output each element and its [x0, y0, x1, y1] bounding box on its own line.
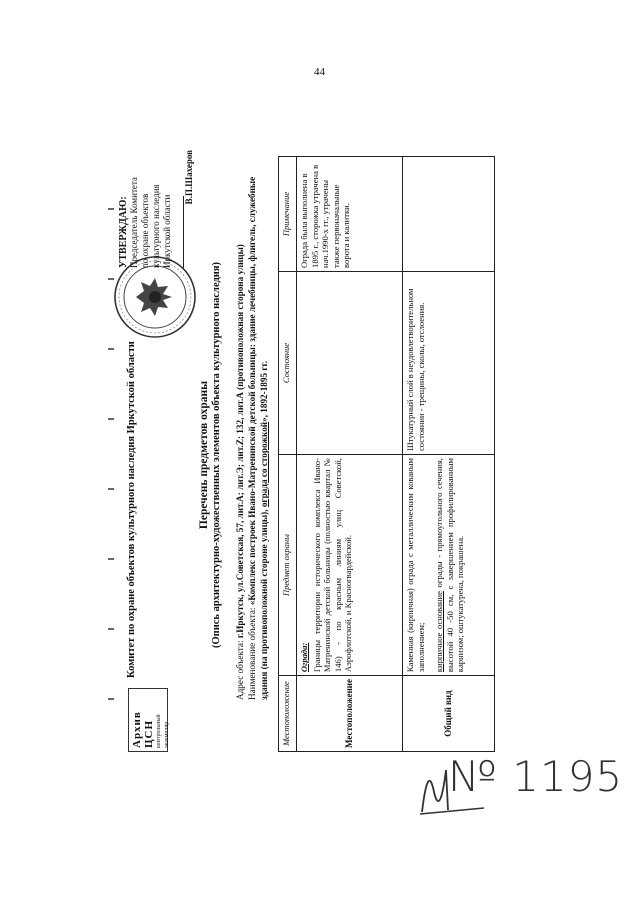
signature-line [173, 196, 184, 268]
subject-text: ограды - прямоугольного сечения, высотой 40 -50 см, с завершением профилированным карнизом; оштукатурена, покрашена. [434, 458, 465, 673]
archive-stamp [128, 688, 168, 752]
subject-text: Границы территории исторического комплекса Ивано-Матренинской детской больницы (полностью квартал № 146) - по красным линиям улиц Советской, Аэрофлотской, и Красногвардейской. [311, 458, 353, 673]
object-name-years: », 1892-1895 гг. [259, 361, 269, 422]
subject-label: Ограда: [299, 642, 309, 673]
address-label: Адрес объекта: [235, 640, 245, 700]
approval-block [118, 150, 195, 268]
subject-underlined: кирпичное основание [434, 591, 444, 673]
archive-stamp-line1: Архив [131, 711, 143, 748]
approver-name: В.П.Шахеров [184, 150, 194, 205]
row-location: Местоположение [297, 676, 403, 752]
approval-line: Председатель Комитета [129, 177, 139, 268]
heading-block [198, 150, 222, 760]
row-subject [297, 455, 403, 676]
committee-header: Комитет по охране объектов культурного наследия Иркутской области [126, 341, 137, 678]
object-name-label: Наименование объекта: [247, 607, 257, 700]
address-value: г.Иркутск, ул.Советская, 57, лит.А; лит.Э; лит.Z; 132, лит.А (противоположная сторона улицы) [235, 244, 245, 639]
approval-line: по охране объектов [140, 193, 150, 268]
row-subject [403, 455, 495, 676]
row-state [297, 271, 403, 454]
object-name-value: «Комплекс построек Ивано-Матренинской детской больницы: здание лечебницы, флигель, служебные здания (на противоположной стороне улицы), [247, 176, 269, 700]
protection-table [278, 156, 495, 752]
approval-title: УТВЕРЖДАЮ: [118, 196, 129, 268]
table-header-row [279, 157, 297, 752]
archive-stamp-line2: ЦСН [143, 719, 155, 748]
col-header-state: Состояние [279, 271, 297, 454]
row-state: Штукатурный слой в неудовлетворительном состоянии - трещины, сколы, отслоения. [403, 271, 495, 454]
subject-intro: Каменная (кирпичная) ограда с металлическим кованым заполнением; [405, 458, 426, 673]
approval-line: культурного наследия [151, 184, 161, 268]
archive-stamp-line3: контрольный экземпляр [156, 714, 170, 748]
table-row [403, 157, 495, 752]
row-note [403, 157, 495, 272]
table-row [297, 157, 403, 752]
row-note: Ограда была выполнена в 1895 г., сторожка утрачена в нач.1990-х гг., утрачены также первоначальные ворота и калитки. [297, 157, 403, 272]
document-title: Перечень предметов охраны [198, 380, 210, 530]
col-header-location: Местоположение [279, 676, 297, 752]
col-header-note: Примечание [279, 157, 297, 272]
object-name-line [246, 160, 270, 700]
page-number: 44 [314, 66, 325, 78]
approval-line: Иркутской области [162, 194, 172, 268]
address-line [234, 160, 246, 700]
object-info [234, 160, 270, 700]
col-header-subject: Предмет охраны [279, 455, 297, 676]
object-name-underlined: ограда со сторожкой [259, 421, 269, 508]
row-location: Общий вид [403, 676, 495, 752]
handwritten-number: № 1195 [448, 752, 624, 801]
document-subtitle: (Опись архитектурно-художественных элементов объекта культурного наследия) [211, 261, 222, 649]
document-sheet [100, 150, 570, 760]
